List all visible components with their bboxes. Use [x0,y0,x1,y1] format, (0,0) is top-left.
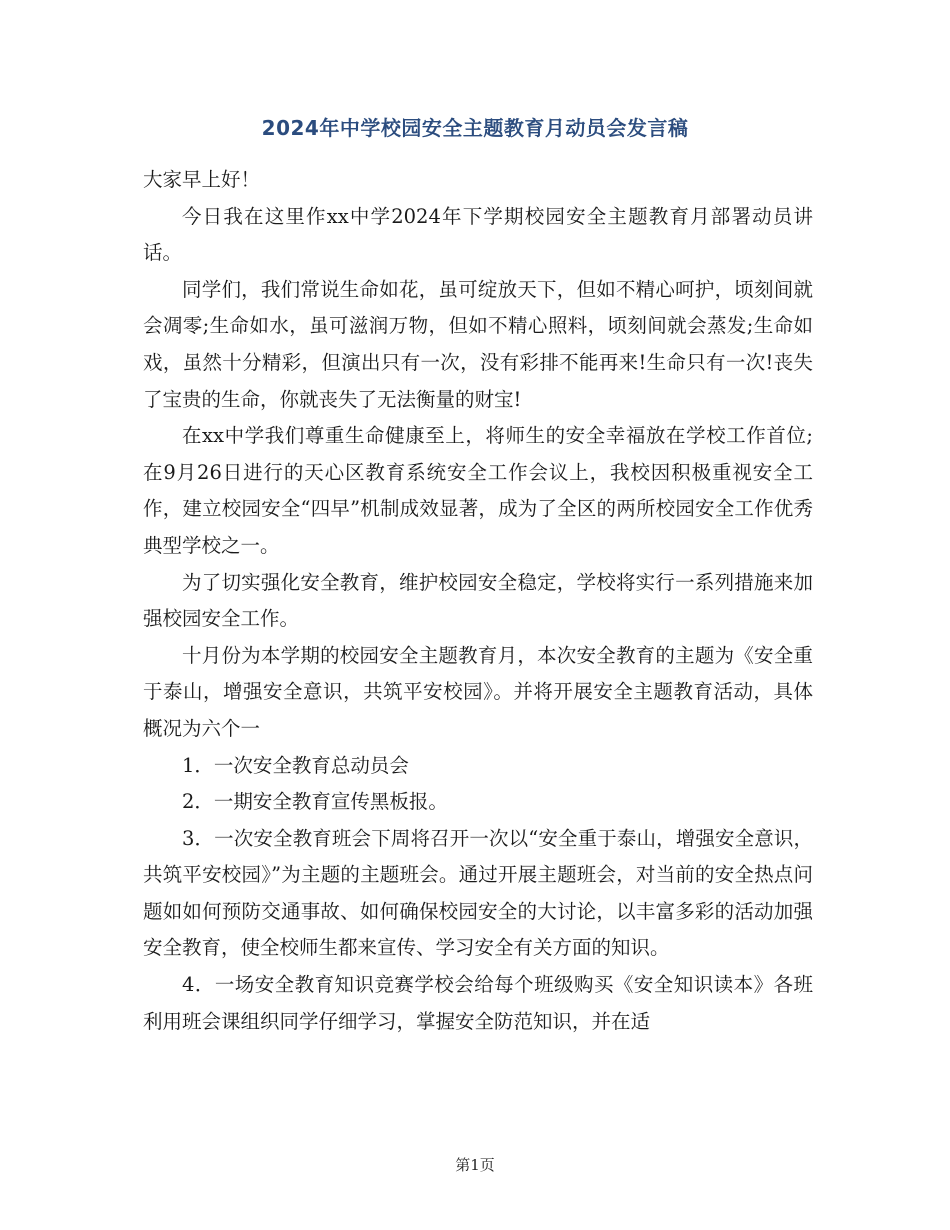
list-item: 2．一期安全教育宣传黑板报。 [182,790,448,814]
list-item: 4．一场安全教育知识竞赛学校会给每个班级购买《安全知识读本》各班利用班会课组织同学仔细学习，掌握安全防范知识，并在适 [143,973,813,1033]
list-item: 1．一次安全教育总动员会 [182,753,409,777]
greeting-paragraph: 大家早上好！ [143,168,261,191]
list-item: 3．一次安全教育班会下周将召开一次以“安全重于泰山，增强安全意识，共筑平安校园》”为主题的主题班会。通过开展主题班会，对当前的安全热点问题如如何预防交通事故、如何确保校园安全的大讨论，以丰富多彩的活动加强安全教育，使全校师生都来宣传、学习安全有关方面的知识。 [143,826,813,960]
body-paragraph: 为了切实强化安全教育，维护校园安全稳定，学校将实行一系列措施来加强校园安全工作。 [143,570,813,631]
body-paragraph: 同学们，我们常说生命如花，虽可绽放天下，但如不精心呵护，顷刻间就会凋零;生命如水，虽可滋润万物，但如不精心照料，顷刻间就会蒸发;生命如戏，虽然十分精彩，但演出只有一次，没有彩排不能再来!生命只有一次!丧失了宝贵的生命，你就丧失了无法衡量的财宝! [143,277,813,411]
body-paragraph: 十月份为本学期的校园安全主题教育月，本次安全教育的主题为《安全重于泰山，增强安全意识，共筑平安校园》。并将开展安全主题教育活动，具体概况为六个一 [143,643,813,740]
document-title: 2024年中学校园安全主题教育月动员会发言稿 [261,116,689,140]
body-paragraph: 今日我在这里作xx中学2024年下学期校园安全主题教育月部署动员讲话。 [143,204,813,265]
page-number: 第1页 [455,1156,495,1174]
document-body [143,162,813,1040]
body-paragraph: 在xx中学我们尊重生命健康至上，将师生的安全幸福放在学校工作首位;在9月26日进行的天心区教育系统安全工作会议上，我校因积极重视安全工作，建立校园安全“四早”机制成效显著，成为了全区的两所校园安全工作优秀典型学校之一。 [143,424,813,557]
